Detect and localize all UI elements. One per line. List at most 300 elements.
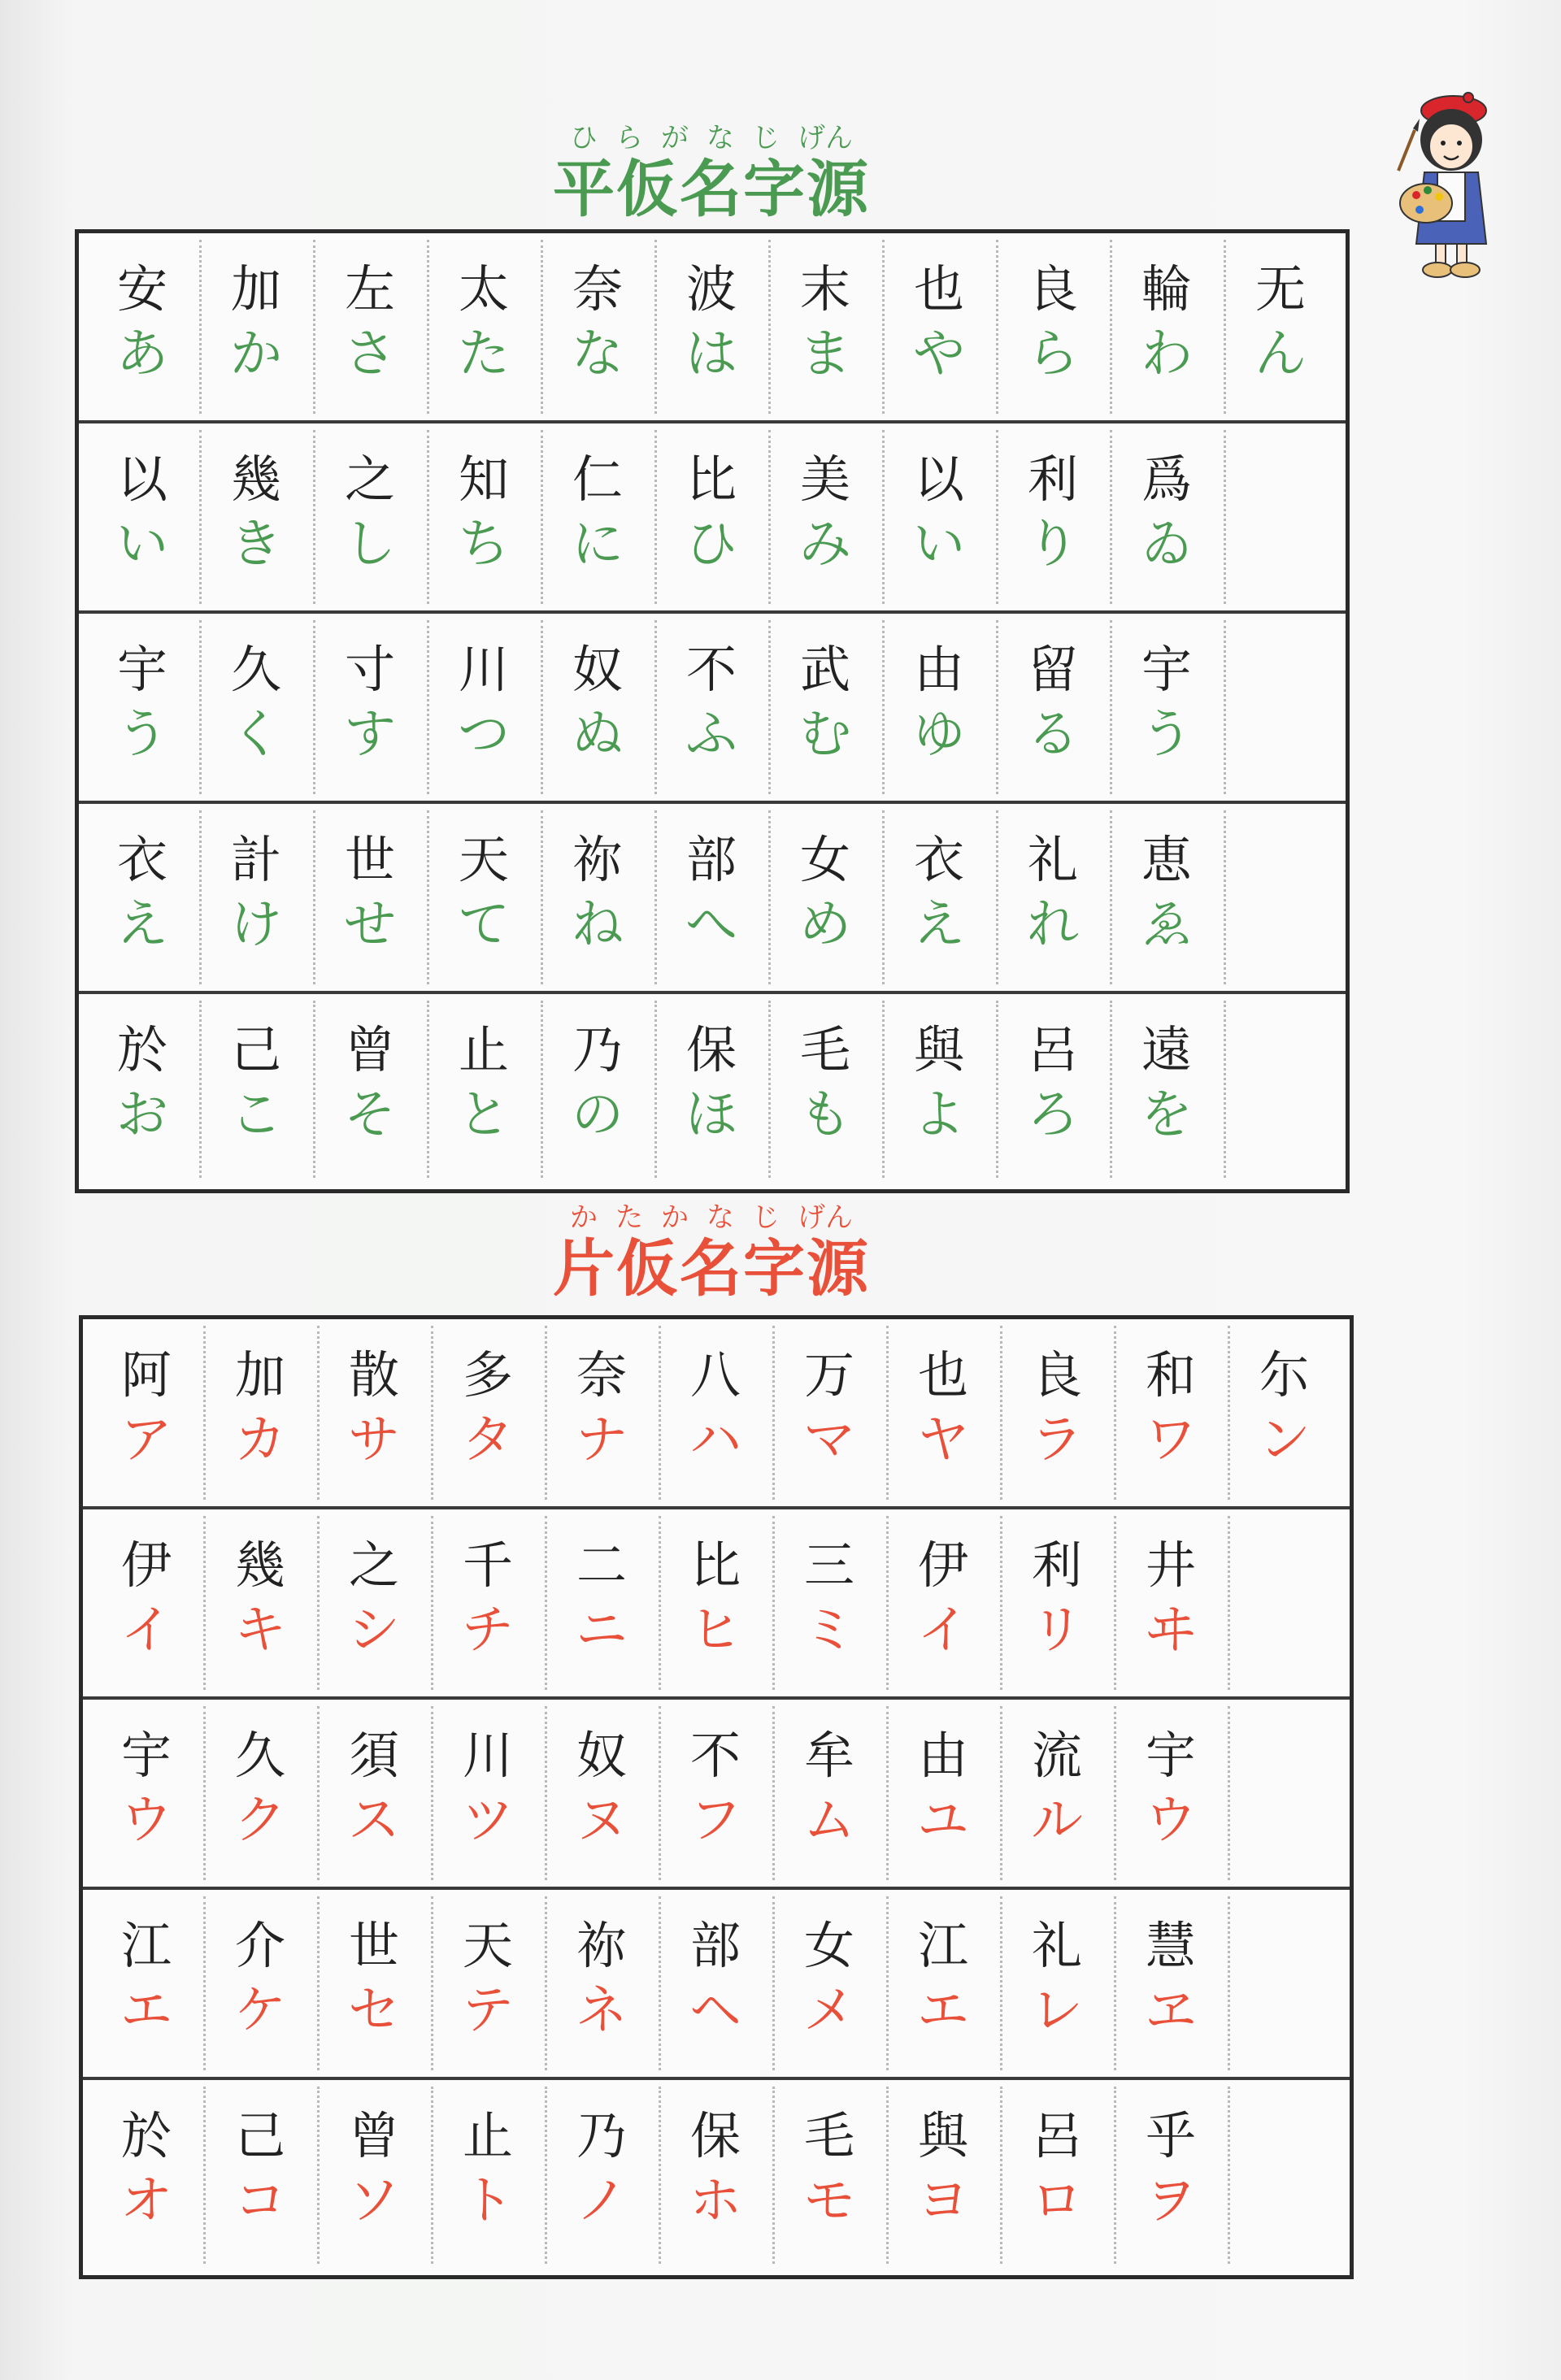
hiragana-cell <box>85 614 199 801</box>
source-kanji: 幾 <box>234 1535 285 1595</box>
katakana-char: ユ <box>917 1791 969 1851</box>
source-kanji: 武 <box>799 640 850 699</box>
source-kanji: 宇 <box>1141 640 1192 699</box>
katakana-char: ヒ <box>689 1600 741 1661</box>
katakana-char: ヱ <box>1145 1981 1197 2041</box>
katakana-cell <box>89 1890 203 2077</box>
katakana-ruby-char: な <box>707 1201 734 1234</box>
hiragana-cell <box>882 994 996 1184</box>
source-kanji: 奴 <box>572 640 623 699</box>
hiragana-char: も <box>799 1085 851 1145</box>
katakana-char: サ <box>348 1410 400 1470</box>
hiragana-cell <box>427 614 541 801</box>
source-kanji: 輪 <box>1141 259 1192 319</box>
source-kanji: 牟 <box>803 1726 854 1785</box>
source-kanji: 以 <box>913 450 964 509</box>
source-kanji: 己 <box>230 1020 281 1079</box>
dotted-guide-line <box>1228 1516 1230 1690</box>
hiragana-row <box>79 614 1346 804</box>
hiragana-char: め <box>799 895 851 955</box>
katakana-cell <box>317 1509 431 1696</box>
hiragana-ruby-char: げん <box>798 122 853 154</box>
painter-girl-illustration <box>1390 81 1512 284</box>
hiragana-cell <box>768 804 882 991</box>
katakana-cell <box>772 1319 886 1506</box>
hiragana-cell <box>199 994 313 1184</box>
katakana-char: ヨ <box>917 2171 969 2231</box>
source-kanji: 利 <box>1031 1535 1082 1595</box>
katakana-cell <box>317 2080 431 2270</box>
katakana-char: タ <box>462 1410 514 1470</box>
source-kanji: 保 <box>685 1020 737 1079</box>
hiragana-ruby <box>520 122 902 154</box>
katakana-char: ノ <box>576 2171 628 2231</box>
source-kanji: 和 <box>1145 1345 1196 1405</box>
katakana-cell <box>1228 1319 1341 1506</box>
hiragana-cell <box>427 804 541 991</box>
hiragana-cell <box>313 804 427 991</box>
katakana-char: ア <box>120 1410 172 1470</box>
source-kanji: 也 <box>913 259 964 319</box>
hiragana-row <box>79 233 1346 423</box>
dotted-guide-line <box>1228 1706 1230 1880</box>
hiragana-cell <box>1224 233 1337 420</box>
katakana-char: ン <box>1259 1410 1311 1470</box>
hiragana-cell <box>85 804 199 991</box>
source-kanji: 留 <box>1027 640 1078 699</box>
katakana-cell <box>89 1700 203 1887</box>
hiragana-cell <box>313 614 427 801</box>
katakana-char: フ <box>689 1791 741 1851</box>
source-kanji: 宇 <box>120 1726 172 1785</box>
hiragana-char: う <box>1141 705 1193 765</box>
katakana-char: ル <box>1031 1791 1083 1851</box>
hiragana-char: き <box>230 515 282 575</box>
source-kanji: 三 <box>803 1535 854 1595</box>
hiragana-cell <box>541 233 654 420</box>
source-kanji: 久 <box>230 640 281 699</box>
katakana-row <box>83 2080 1350 2270</box>
hiragana-char: さ <box>344 324 396 384</box>
katakana-cell <box>203 2080 317 2270</box>
hiragana-cell <box>541 614 654 801</box>
hiragana-char: こ <box>230 1085 282 1145</box>
katakana-cell <box>772 2080 886 2270</box>
hiragana-char: え <box>913 895 965 955</box>
hiragana-cell <box>541 804 654 991</box>
dotted-guide-line <box>1224 1001 1226 1178</box>
hiragana-cell <box>654 614 768 801</box>
source-kanji: 世 <box>344 830 395 889</box>
katakana-cell <box>1114 1509 1228 1696</box>
source-kanji: 太 <box>458 259 509 319</box>
source-kanji: 波 <box>685 259 737 319</box>
source-kanji: 計 <box>230 830 281 889</box>
hiragana-ruby-char: が <box>661 122 689 154</box>
katakana-cell <box>1000 1700 1114 1887</box>
hiragana-char: を <box>1141 1085 1193 1145</box>
source-kanji: 知 <box>458 450 509 509</box>
katakana-cell <box>545 1700 659 1887</box>
katakana-char: ケ <box>234 1981 286 2041</box>
katakana-char: ス <box>348 1791 400 1851</box>
source-kanji: 川 <box>458 640 509 699</box>
katakana-char: セ <box>348 1981 400 2041</box>
source-kanji: 女 <box>803 1916 854 1975</box>
source-kanji: 止 <box>458 1020 509 1079</box>
source-kanji: 散 <box>348 1345 399 1405</box>
katakana-cell <box>1000 1319 1114 1506</box>
katakana-cell <box>886 1700 1000 1887</box>
source-kanji: 多 <box>462 1345 513 1405</box>
hiragana-table <box>75 229 1350 1193</box>
hiragana-char: す <box>344 705 396 765</box>
dotted-guide-line <box>1228 2087 1230 2264</box>
hiragana-cell <box>85 423 199 610</box>
source-kanji: 加 <box>230 259 281 319</box>
katakana-cell <box>886 1319 1000 1506</box>
katakana-cell <box>1000 2080 1114 2270</box>
hiragana-cell <box>199 804 313 991</box>
hiragana-cell <box>654 423 768 610</box>
katakana-char: ウ <box>120 1791 172 1851</box>
katakana-char: メ <box>803 1981 855 2041</box>
hiragana-char: ち <box>458 515 510 575</box>
katakana-char: ワ <box>1145 1410 1197 1470</box>
hiragana-char: の <box>572 1085 624 1145</box>
katakana-cell <box>1000 1890 1114 2077</box>
katakana-cell <box>203 1319 317 1506</box>
katakana-cell <box>203 1509 317 1696</box>
hiragana-char: ら <box>1027 324 1079 384</box>
hiragana-char: お <box>116 1085 168 1145</box>
source-kanji: 之 <box>344 450 395 509</box>
katakana-cell <box>317 1700 431 1887</box>
katakana-heading <box>520 1201 902 1304</box>
katakana-cell <box>772 1700 886 1887</box>
katakana-char: ツ <box>462 1791 514 1851</box>
source-kanji: 遠 <box>1141 1020 1192 1079</box>
source-kanji: 乃 <box>572 1020 623 1079</box>
katakana-char: ヲ <box>1145 2171 1197 2231</box>
source-kanji: 於 <box>120 2106 172 2165</box>
hiragana-char: な <box>572 324 624 384</box>
hiragana-char: そ <box>344 1085 396 1145</box>
hiragana-cell <box>199 614 313 801</box>
source-kanji: 慧 <box>1145 1916 1196 1975</box>
katakana-title: 片仮名字源 <box>553 1232 870 1305</box>
hiragana-ruby-char: じ <box>752 122 780 154</box>
source-kanji: 宇 <box>116 640 167 699</box>
source-kanji: 良 <box>1027 259 1078 319</box>
source-kanji: 也 <box>917 1345 968 1405</box>
katakana-ruby-char: げん <box>798 1201 853 1234</box>
hiragana-ruby-char: ら <box>615 122 643 154</box>
katakana-char: ニ <box>576 1600 628 1661</box>
source-kanji: 奈 <box>576 1345 627 1405</box>
katakana-cell <box>659 1700 772 1887</box>
hiragana-cell <box>996 994 1110 1184</box>
source-kanji: 乎 <box>1145 2106 1196 2165</box>
hiragana-char: よ <box>913 1085 965 1145</box>
hiragana-char: い <box>116 515 168 575</box>
hiragana-cell <box>541 994 654 1184</box>
source-kanji: 由 <box>913 640 964 699</box>
source-kanji: 无 <box>1254 259 1306 319</box>
hiragana-row <box>79 994 1346 1184</box>
katakana-cell <box>886 1890 1000 2077</box>
hiragana-cell <box>996 804 1110 991</box>
hiragana-char: ろ <box>1027 1085 1079 1145</box>
source-kanji: 久 <box>234 1726 285 1785</box>
hiragana-cell <box>427 423 541 610</box>
katakana-char: コ <box>234 2171 286 2231</box>
hiragana-cell <box>768 423 882 610</box>
hiragana-char: い <box>913 515 965 575</box>
katakana-ruby-char: た <box>615 1201 643 1234</box>
katakana-row <box>83 1509 1350 1700</box>
hiragana-char: ゐ <box>1141 515 1193 575</box>
dotted-guide-line <box>1224 620 1226 794</box>
hiragana-cell <box>313 233 427 420</box>
source-kanji: 祢 <box>572 830 623 889</box>
katakana-char: ソ <box>348 2171 400 2231</box>
katakana-cell <box>1114 1319 1228 1506</box>
hiragana-ruby-char: な <box>707 122 734 154</box>
katakana-cell <box>1114 2080 1228 2270</box>
katakana-cell <box>317 1319 431 1506</box>
source-kanji: 止 <box>462 2106 513 2165</box>
source-kanji: 恵 <box>1141 830 1192 889</box>
katakana-cell <box>659 1890 772 2077</box>
katakana-cell <box>545 2080 659 2270</box>
katakana-char: イ <box>120 1600 172 1661</box>
katakana-cell <box>1114 1700 1228 1887</box>
katakana-char: ヘ <box>689 1981 741 2041</box>
hiragana-char: ほ <box>685 1085 737 1145</box>
katakana-char: ミ <box>803 1600 855 1661</box>
source-kanji: 爲 <box>1141 450 1192 509</box>
source-kanji: 以 <box>116 450 167 509</box>
katakana-cell <box>431 1509 545 1696</box>
hiragana-char: あ <box>116 324 168 384</box>
hiragana-char: し <box>344 515 396 575</box>
katakana-ruby-char: じ <box>752 1201 780 1234</box>
hiragana-cell <box>199 423 313 610</box>
katakana-char: ヰ <box>1145 1600 1197 1661</box>
source-kanji: 比 <box>685 450 737 509</box>
hiragana-char: け <box>230 895 282 955</box>
katakana-char: ム <box>803 1791 855 1851</box>
source-kanji: 末 <box>799 259 850 319</box>
hiragana-char: え <box>116 895 168 955</box>
katakana-cell <box>659 1319 772 1506</box>
katakana-cell <box>89 1509 203 1696</box>
hiragana-char: る <box>1027 705 1079 765</box>
katakana-char: ホ <box>689 2171 741 2231</box>
hiragana-cell <box>541 423 654 610</box>
hiragana-cell <box>1110 233 1224 420</box>
source-kanji: 阿 <box>120 1345 172 1405</box>
hiragana-ruby-char: ひ <box>570 122 598 154</box>
source-kanji: 祢 <box>576 1916 627 1975</box>
hiragana-char: て <box>458 895 510 955</box>
source-kanji: 仁 <box>572 450 623 509</box>
source-kanji: 左 <box>344 259 395 319</box>
katakana-char: チ <box>462 1600 514 1661</box>
hiragana-cell <box>882 423 996 610</box>
katakana-cell <box>545 1890 659 2077</box>
katakana-char: エ <box>120 1981 172 2041</box>
katakana-char: レ <box>1031 1981 1083 2041</box>
hiragana-cell <box>1110 804 1224 991</box>
katakana-char: ト <box>462 2171 514 2231</box>
katakana-char: キ <box>234 1600 286 1661</box>
katakana-ruby <box>520 1201 902 1234</box>
source-kanji: 乃 <box>576 2106 627 2165</box>
hiragana-char: む <box>799 705 851 765</box>
katakana-row <box>83 1319 1350 1509</box>
katakana-char: ナ <box>576 1410 628 1470</box>
hiragana-char: へ <box>685 895 737 955</box>
source-kanji: 曾 <box>348 2106 399 2165</box>
katakana-table <box>79 1315 1354 2279</box>
katakana-cell <box>772 1890 886 2077</box>
source-kanji: 世 <box>348 1916 399 1975</box>
source-kanji: 尓 <box>1259 1345 1310 1405</box>
hiragana-char: と <box>458 1085 510 1145</box>
hiragana-char: ね <box>572 895 624 955</box>
source-kanji: 千 <box>462 1535 513 1595</box>
hiragana-char: せ <box>344 895 396 955</box>
katakana-row <box>83 1700 1350 1890</box>
source-kanji: 江 <box>917 1916 968 1975</box>
source-kanji: 部 <box>685 830 737 889</box>
hiragana-cell <box>654 994 768 1184</box>
hiragana-char: う <box>116 705 168 765</box>
katakana-char: マ <box>803 1410 855 1470</box>
hiragana-row <box>79 423 1346 614</box>
hiragana-cell <box>882 614 996 801</box>
hiragana-cell <box>654 804 768 991</box>
hiragana-char: ま <box>799 324 851 384</box>
source-kanji: 江 <box>120 1916 172 1975</box>
hiragana-cell <box>85 994 199 1184</box>
hiragana-cell <box>654 233 768 420</box>
source-kanji: 衣 <box>913 830 964 889</box>
hiragana-char: れ <box>1027 895 1079 955</box>
katakana-cell <box>545 1509 659 1696</box>
katakana-char: ク <box>234 1791 286 1851</box>
hiragana-cell <box>427 994 541 1184</box>
katakana-ruby-char: か <box>570 1201 598 1234</box>
source-kanji: 不 <box>685 640 737 699</box>
katakana-char: ラ <box>1031 1410 1083 1470</box>
hiragana-cell <box>427 233 541 420</box>
source-kanji: 良 <box>1031 1345 1082 1405</box>
source-kanji: 與 <box>913 1020 964 1079</box>
katakana-cell <box>886 1509 1000 1696</box>
katakana-cell <box>431 1890 545 2077</box>
source-kanji: 呂 <box>1031 2106 1082 2165</box>
source-kanji: 與 <box>917 2106 968 2165</box>
source-kanji: 伊 <box>917 1535 968 1595</box>
source-kanji: 毛 <box>803 2106 854 2165</box>
source-kanji: 天 <box>458 830 509 889</box>
katakana-char: ネ <box>576 1981 628 2041</box>
hiragana-cell <box>996 614 1110 801</box>
source-kanji: 利 <box>1027 450 1078 509</box>
hiragana-title: 平仮名字源 <box>553 153 870 225</box>
source-kanji: 伊 <box>120 1535 172 1595</box>
katakana-cell <box>89 2080 203 2270</box>
hiragana-char: ふ <box>685 705 737 765</box>
katakana-cell <box>203 1890 317 2077</box>
source-kanji: 己 <box>234 2106 285 2165</box>
source-kanji: 奴 <box>576 1726 627 1785</box>
katakana-char: イ <box>917 1600 969 1661</box>
source-kanji: 曾 <box>344 1020 395 1079</box>
hiragana-char: く <box>230 705 282 765</box>
katakana-char: ヌ <box>576 1791 628 1851</box>
katakana-cell <box>431 1700 545 1887</box>
source-kanji: 不 <box>689 1726 741 1785</box>
source-kanji: 二 <box>576 1535 627 1595</box>
katakana-cell <box>886 2080 1000 2270</box>
hiragana-char: ゑ <box>1141 895 1193 955</box>
source-kanji: 保 <box>689 2106 741 2165</box>
hiragana-cell <box>1110 423 1224 610</box>
katakana-cell <box>1114 1890 1228 2077</box>
katakana-row <box>83 1890 1350 2080</box>
source-kanji: 宇 <box>1145 1726 1196 1785</box>
hiragana-cell <box>768 994 882 1184</box>
hiragana-heading <box>520 122 902 224</box>
katakana-cell <box>1000 1509 1114 1696</box>
source-kanji: 加 <box>234 1345 285 1405</box>
katakana-cell <box>431 2080 545 2270</box>
katakana-char: シ <box>348 1600 400 1661</box>
katakana-cell <box>545 1319 659 1506</box>
katakana-char: ロ <box>1031 2171 1083 2231</box>
katakana-char: ハ <box>689 1410 741 1470</box>
source-kanji: 川 <box>462 1726 513 1785</box>
katakana-cell <box>659 2080 772 2270</box>
hiragana-cell <box>313 994 427 1184</box>
katakana-cell <box>203 1700 317 1887</box>
hiragana-cell <box>768 233 882 420</box>
dotted-guide-line <box>1224 430 1226 604</box>
source-kanji: 於 <box>116 1020 167 1079</box>
hiragana-char: ぬ <box>572 705 624 765</box>
source-kanji: 呂 <box>1027 1020 1078 1079</box>
hiragana-char: に <box>572 515 624 575</box>
hiragana-char: か <box>230 324 282 384</box>
dotted-guide-line <box>1224 810 1226 984</box>
source-kanji: 幾 <box>230 450 281 509</box>
hiragana-cell <box>882 804 996 991</box>
source-kanji: 介 <box>234 1916 285 1975</box>
katakana-char: カ <box>234 1410 286 1470</box>
hiragana-char: つ <box>458 705 510 765</box>
source-kanji: 部 <box>689 1916 741 1975</box>
source-kanji: 毛 <box>799 1020 850 1079</box>
source-kanji: 衣 <box>116 830 167 889</box>
katakana-cell <box>659 1509 772 1696</box>
hiragana-char: り <box>1027 515 1079 575</box>
hiragana-char: ゆ <box>913 705 965 765</box>
source-kanji: 井 <box>1145 1535 1196 1595</box>
